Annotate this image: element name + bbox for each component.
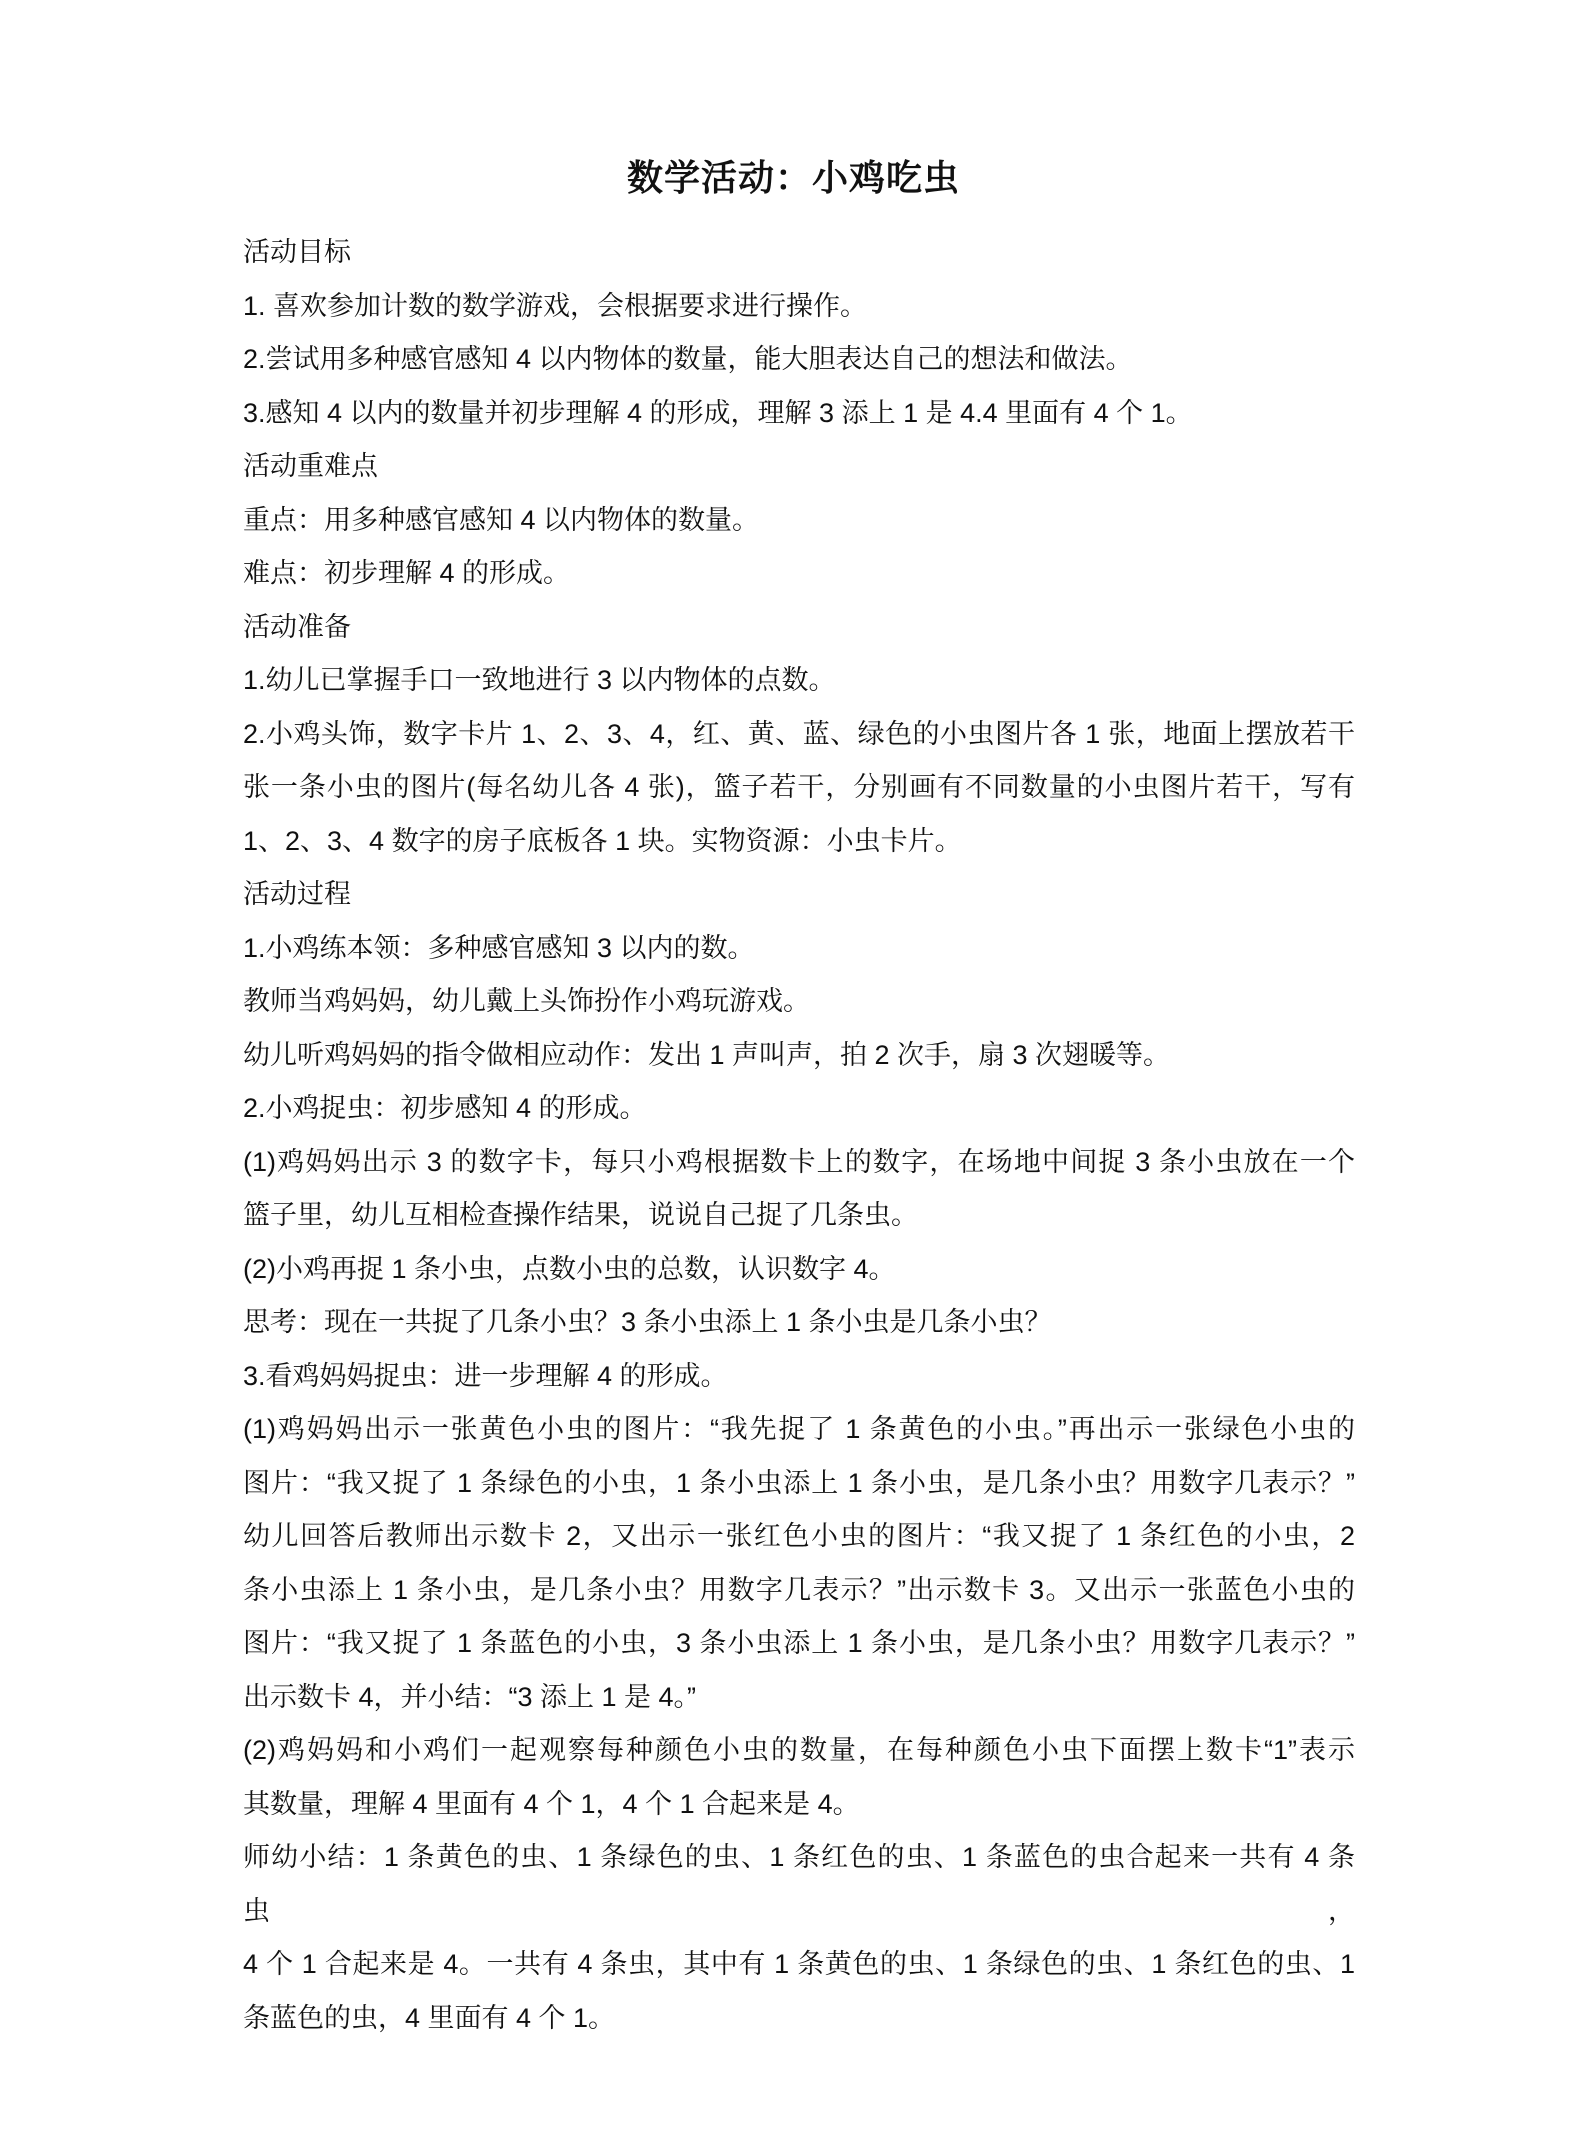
- text-line: 3.感知 4 以内的数量并初步理解 4 的形成，理解 3 添上 1 是 4.4 里面有 4 个 1。: [243, 397, 1193, 428]
- text-line: (2)小鸡再捉 1 条小虫，点数小虫的总数，认识数字 4。: [243, 1253, 896, 1284]
- document-title: 数学活动：小鸡吃虫: [626, 157, 960, 198]
- text-line: 师幼小结：1 条黄色的虫、1 条绿色的虫、1 条红色的虫、1 条蓝色的虫合起来一共有 4 条虫，: [243, 1842, 1355, 1926]
- document-body: [243, 226, 1355, 2045]
- text-line: 图片：“我又捉了 1 条蓝色的小虫，3 条小虫添上 1 条小虫，是几条小虫？用数字几表示？”: [243, 1628, 1355, 1658]
- text-line: 1.幼儿已掌握手口一致地进行 3 以内物体的点数。: [243, 665, 836, 695]
- text-line: 3.看鸡妈妈捉虫：进一步理解 4 的形成。: [243, 1360, 728, 1391]
- text-line: 活动过程: [243, 879, 351, 909]
- text-line: 难点：初步理解 4 的形成。: [243, 558, 571, 588]
- text-line: 活动目标: [243, 237, 351, 267]
- text-line: 思考：现在一共捉了几条小虫？3 条小虫添上 1 条小虫是几条小虫？: [243, 1307, 1052, 1337]
- text-line: 其数量，理解 4 里面有 4 个 1，4 个 1 合起来是 4。: [243, 1788, 860, 1819]
- text-line: 2.尝试用多种感官感知 4 以内物体的数量，能大胆表达自己的想法和做法。: [243, 344, 1133, 374]
- text-line: 教师当鸡妈妈，幼儿戴上头饰扮作小鸡玩游戏。: [243, 986, 810, 1016]
- text-line: 幼儿听鸡妈妈的指令做相应动作：发出 1 声叫声，拍 2 次手，扇 3 次翅暖等。: [243, 1039, 1171, 1070]
- text-line: 1. 喜欢参加计数的数学游戏，会根据要求进行操作。: [243, 290, 868, 321]
- text-line: 活动重难点: [243, 451, 378, 481]
- text-line: 图片：“我又捉了 1 条绿色的小虫，1 条小虫添上 1 条小虫，是几条小虫？用数字几表示？”: [243, 1467, 1355, 1498]
- text-line: 条小虫添上 1 条小虫，是几条小虫？用数字几表示？”出示数卡 3。又出示一张蓝色小虫的: [243, 1574, 1355, 1605]
- text-line: 2.小鸡头饰，数字卡片 1、2、3、4，红、黄、蓝、绿色的小虫图片各 1 张，地面上摆放若干: [243, 718, 1355, 749]
- text-line: 1、2、3、4 数字的房子底板各 1 块。实物资源：小虫卡片。: [243, 825, 962, 856]
- text-line: 1.小鸡练本领：多种感官感知 3 以内的数。: [243, 932, 755, 963]
- text-line: 4 个 1 合起来是 4。一共有 4 条虫，其中有 1 条黄色的虫、1 条绿色的虫、1 条红色的虫、1: [243, 1949, 1355, 1979]
- text-line: (1)鸡妈妈出示一张黄色小虫的图片：“我先捉了 1 条黄色的小虫。”再出示一张绿色小虫的: [243, 1414, 1355, 1444]
- text-line: 张一条小虫的图片(每名幼儿各 4 张)，篮子若干，分别画有不同数量的小虫图片若干，写有: [243, 772, 1355, 802]
- text-line: 2.小鸡捉虫：初步感知 4 的形成。: [243, 1093, 647, 1123]
- text-line: 篮子里，幼儿互相检查操作结果，说说自己捉了几条虫。: [243, 1200, 918, 1230]
- text-line: 重点：用多种感官感知 4 以内物体的数量。: [243, 504, 760, 535]
- text-line: (2)鸡妈妈和小鸡们一起观察每种颜色小虫的数量，在每种颜色小虫下面摆上数卡“1”表示: [243, 1735, 1355, 1765]
- text-line: 幼儿回答后教师出示数卡 2，又出示一张红色小虫的图片：“我又捉了 1 条红色的小虫，2: [243, 1521, 1355, 1551]
- text-line: 活动准备: [243, 611, 351, 642]
- text-line: 条蓝色的虫，4 里面有 4 个 1。: [243, 2002, 616, 2033]
- text-line: 出示数卡 4，并小结：“3 添上 1 是 4。”: [243, 1681, 697, 1712]
- text-line: (1)鸡妈妈出示 3 的数字卡，每只小鸡根据数卡上的数字，在场地中间捉 3 条小虫放在一个: [243, 1146, 1355, 1177]
